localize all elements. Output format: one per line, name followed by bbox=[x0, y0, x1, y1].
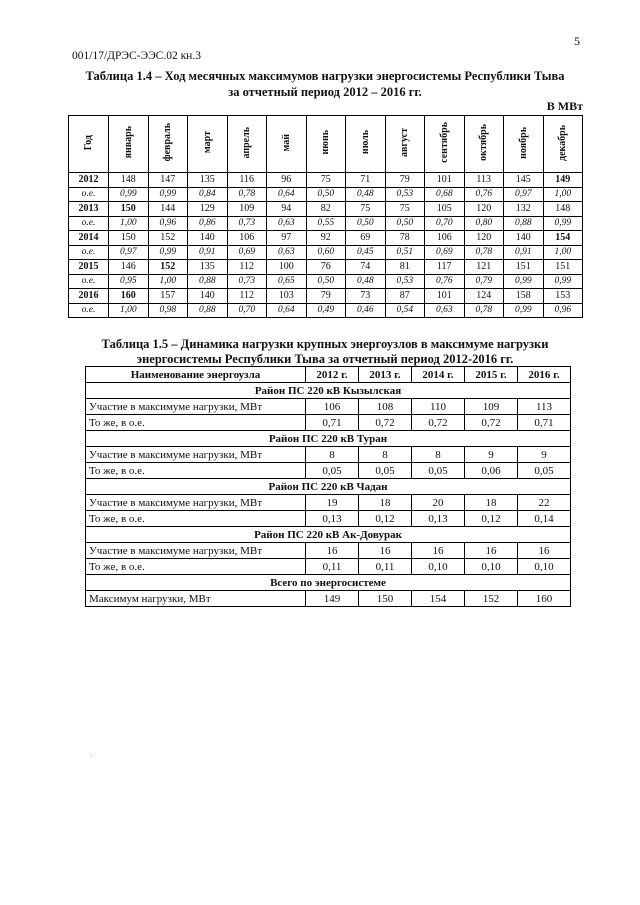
table-1-4-value-cell: 0,78 bbox=[464, 245, 504, 260]
table-1-4-value-cell: 0,84 bbox=[188, 187, 228, 202]
table-1-5-row-label: То же, в о.е. bbox=[86, 463, 306, 479]
table-1-4-year-cell: 2014 bbox=[69, 231, 109, 246]
table-1-4-body bbox=[69, 173, 583, 318]
table-row bbox=[86, 543, 571, 559]
table-1-4-value-cell: 120 bbox=[464, 231, 504, 246]
table-1-4-value-cell: 1,00 bbox=[148, 274, 188, 289]
table-1-5-title-line1: Таблица 1.5 – Динамика нагрузки крупных энергоузлов в максимуме нагрузки bbox=[101, 337, 549, 351]
table-1-4-value-cell: 0,88 bbox=[188, 274, 228, 289]
table-1-4-value-cell: 150 bbox=[109, 202, 149, 217]
table-1-5-value-cell: 0,10 bbox=[465, 559, 518, 575]
table-1-4-value-cell: 106 bbox=[227, 231, 267, 246]
table-1-4-value-cell: 132 bbox=[504, 202, 544, 217]
table-1-4-value-cell: 148 bbox=[543, 202, 583, 217]
table-1-4-value-cell: 96 bbox=[267, 173, 307, 188]
table-1-5-row-label: То же, в о.е. bbox=[86, 415, 306, 431]
page-mark: . bbox=[90, 748, 93, 758]
table-1-5-value-cell: 0,71 bbox=[306, 415, 359, 431]
table-1-4-value-cell: 0,50 bbox=[385, 216, 425, 231]
table-1-4-value-cell: 0,64 bbox=[267, 303, 307, 318]
table-1-4-value-cell: 0,97 bbox=[504, 187, 544, 202]
table-1-5-section-row bbox=[86, 479, 571, 495]
table-1-5-value-cell: 0,11 bbox=[359, 559, 412, 575]
table-1-5-header-cell: Наименование энергоузла bbox=[86, 367, 306, 383]
table-1-4-value-cell: 145 bbox=[504, 173, 544, 188]
table-1-5-value-cell: 0,12 bbox=[359, 511, 412, 527]
table-1-4-header-cell bbox=[464, 116, 504, 173]
table-1-4-title bbox=[60, 68, 590, 100]
table-1-4-header-label: декабрь bbox=[557, 124, 569, 161]
table-1-4-value-cell: 75 bbox=[346, 202, 386, 217]
table-1-5-value-cell: 160 bbox=[518, 591, 571, 607]
table-1-4-header-cell bbox=[227, 116, 267, 173]
table-1-5-title-line2: энергосистемы Республики Тыва за отчетный период 2012-2016 гг. bbox=[136, 352, 514, 366]
table-1-4-value-cell: 158 bbox=[504, 289, 544, 304]
table-1-5-value-cell: 20 bbox=[412, 495, 465, 511]
table-1-4-header-label: май bbox=[280, 133, 292, 152]
table-1-4-value-cell: 148 bbox=[109, 173, 149, 188]
table-1-4-value-cell: 0,50 bbox=[346, 216, 386, 231]
table-1-4-value-cell: 0,69 bbox=[425, 245, 465, 260]
table-1-4-value-cell: 0,60 bbox=[306, 245, 346, 260]
table-1-4-value-cell: 0,53 bbox=[385, 274, 425, 289]
table-1-4-value-cell: 152 bbox=[148, 260, 188, 275]
table-1-4-value-cell: 69 bbox=[346, 231, 386, 246]
table-1-4-header-cell bbox=[425, 116, 465, 173]
table-1-5-section-title: Район ПС 220 кВ Туран bbox=[86, 431, 571, 447]
table-1-4-value-cell: 0,64 bbox=[267, 187, 307, 202]
table-1-5-value-cell: 150 bbox=[359, 591, 412, 607]
table-1-4-value-cell: 0,86 bbox=[188, 216, 228, 231]
table-1-4-header-label: сентябрь bbox=[438, 122, 450, 163]
table-1-5-row-label: Участие в максимуме нагрузки, МВт bbox=[86, 399, 306, 415]
table-1-4-value-cell: 0,76 bbox=[425, 274, 465, 289]
table-1-5-value-cell: 149 bbox=[306, 591, 359, 607]
table-1-4-value-cell: 160 bbox=[109, 289, 149, 304]
table-1-4-header-cell bbox=[346, 116, 386, 173]
table-1-4-value-cell: 82 bbox=[306, 202, 346, 217]
table-1-4-value-cell: 157 bbox=[148, 289, 188, 304]
table-1-5-value-cell: 113 bbox=[518, 399, 571, 415]
table-1-4-value-cell: 0,91 bbox=[504, 245, 544, 260]
table-1-4-value-cell: 151 bbox=[504, 260, 544, 275]
table-1-5-value-cell: 18 bbox=[465, 495, 518, 511]
table-row bbox=[86, 415, 571, 431]
table-1-4-value-cell: 0,99 bbox=[148, 187, 188, 202]
table-1-5-section-row bbox=[86, 575, 571, 591]
table-1-4-value-cell: 140 bbox=[504, 231, 544, 246]
table-1-4-header-cell bbox=[504, 116, 544, 173]
table-row bbox=[86, 399, 571, 415]
table-1-4-value-cell: 0,96 bbox=[543, 303, 583, 318]
table-1-5-row-label: Максимум нагрузки, МВт bbox=[86, 591, 306, 607]
table-1-4-value-cell: 0,97 bbox=[109, 245, 149, 260]
table-1-4-header-label: август bbox=[399, 128, 411, 157]
table-1-4-value-cell: 0,99 bbox=[543, 216, 583, 231]
table-1-5-value-cell: 19 bbox=[306, 495, 359, 511]
table-1-5-value-cell: 8 bbox=[412, 447, 465, 463]
table-1-5-value-cell: 16 bbox=[306, 543, 359, 559]
table-1-4-value-cell: 0,68 bbox=[425, 187, 465, 202]
table-1-4-title-line2: за отчетный период 2012 – 2016 гг. bbox=[228, 85, 422, 99]
table-1-4-header-cell bbox=[188, 116, 228, 173]
table-row bbox=[86, 591, 571, 607]
table-1-4-value-cell: 0,99 bbox=[148, 245, 188, 260]
table-1-4-value-cell: 0,80 bbox=[464, 216, 504, 231]
table-1-4-value-cell: 106 bbox=[425, 231, 465, 246]
table-1-4-year-cell: 2015 bbox=[69, 260, 109, 275]
table-1-4-title-line1: Таблица 1.4 – Ход месячных максимумов нагрузки энергосистемы Республики Тыва bbox=[85, 69, 565, 83]
table-1-4-value-cell: 0,53 bbox=[385, 187, 425, 202]
table-1-4-value-cell: 71 bbox=[346, 173, 386, 188]
table-1-5-header-cell: 2015 г. bbox=[465, 367, 518, 383]
table-1-5-value-cell: 0,72 bbox=[359, 415, 412, 431]
table-1-4-value-cell: 0,50 bbox=[306, 274, 346, 289]
table-1-5-section-title: Район ПС 220 кВ Кызылская bbox=[86, 383, 571, 399]
table-1-4-unit: В МВт bbox=[546, 99, 583, 113]
table-1-4-value-cell: 103 bbox=[267, 289, 307, 304]
table-1-4-value-cell: 75 bbox=[306, 173, 346, 188]
table-1-4-value-cell: 92 bbox=[306, 231, 346, 246]
table-1-4-header-label: июль bbox=[359, 130, 371, 155]
table-1-5-value-cell: 9 bbox=[518, 447, 571, 463]
table-1-5-value-cell: 0,13 bbox=[306, 511, 359, 527]
table-1-5-value-cell: 0,06 bbox=[465, 463, 518, 479]
table-1-4-value-cell: 0,88 bbox=[504, 216, 544, 231]
table-1-4-value-cell: 87 bbox=[385, 289, 425, 304]
table-1-4-header-label: октябрь bbox=[478, 124, 490, 161]
table-1-5-value-cell: 0,13 bbox=[412, 511, 465, 527]
table-1-5-value-cell: 0,10 bbox=[412, 559, 465, 575]
table-1-4-value-cell: 117 bbox=[425, 260, 465, 275]
table-1-5-section-title: Район ПС 220 кВ Чадан bbox=[86, 479, 571, 495]
table-1-4-value-cell: 74 bbox=[346, 260, 386, 275]
table-1-5-value-cell: 22 bbox=[518, 495, 571, 511]
table-1-4-value-cell: 140 bbox=[188, 289, 228, 304]
table-1-4-value-cell: 0,46 bbox=[346, 303, 386, 318]
table-1-4-value-cell: 78 bbox=[385, 231, 425, 246]
table-row bbox=[69, 245, 583, 260]
table-1-4-year-cell: о.е. bbox=[69, 245, 109, 260]
table-1-4-value-cell: 0,50 bbox=[306, 187, 346, 202]
table-1-4-value-cell: 140 bbox=[188, 231, 228, 246]
table-1-5-value-cell: 110 bbox=[412, 399, 465, 415]
table-1-4-year-cell: о.е. bbox=[69, 303, 109, 318]
table-1-4-value-cell: 0,95 bbox=[109, 274, 149, 289]
table-1-5-row-label: Участие в максимуме нагрузки, МВт bbox=[86, 495, 306, 511]
table-1-5-header-cell: 2014 г. bbox=[412, 367, 465, 383]
table-row bbox=[69, 173, 583, 188]
table-1-5-value-cell: 18 bbox=[359, 495, 412, 511]
table-1-5-value-cell: 0,05 bbox=[306, 463, 359, 479]
table-row bbox=[86, 447, 571, 463]
table-1-5-header-cell: 2016 г. bbox=[518, 367, 571, 383]
table-1-4-header-label: Год bbox=[83, 134, 94, 151]
table-1-4-value-cell: 0,48 bbox=[346, 274, 386, 289]
table-1-4-year-cell: о.е. bbox=[69, 274, 109, 289]
table-1-4-value-cell: 124 bbox=[464, 289, 504, 304]
table-1-4-value-cell: 0,63 bbox=[267, 245, 307, 260]
table-1-4-value-cell: 147 bbox=[148, 173, 188, 188]
table-row bbox=[86, 495, 571, 511]
table-1-4-value-cell: 0,63 bbox=[267, 216, 307, 231]
table-1-4-value-cell: 135 bbox=[188, 173, 228, 188]
table-1-5-value-cell: 8 bbox=[306, 447, 359, 463]
table-1-4-value-cell: 0,79 bbox=[464, 274, 504, 289]
table-1-5-value-cell: 154 bbox=[412, 591, 465, 607]
table-1-4-value-cell: 94 bbox=[267, 202, 307, 217]
table-1-5-value-cell: 106 bbox=[306, 399, 359, 415]
table-1-5-value-cell: 16 bbox=[359, 543, 412, 559]
table-1-4-header-label: февраль bbox=[162, 123, 174, 162]
table-1-4-year-cell: 2012 bbox=[69, 173, 109, 188]
table-row bbox=[69, 216, 583, 231]
table-1-5-header-cell: 2013 г. bbox=[359, 367, 412, 383]
table-1-5-section-row bbox=[86, 527, 571, 543]
table-1-4-value-cell: 73 bbox=[346, 289, 386, 304]
table-1-5-value-cell: 16 bbox=[465, 543, 518, 559]
table-1-4-value-cell: 0,78 bbox=[464, 303, 504, 318]
table-1-4-header-label: январь bbox=[122, 126, 134, 159]
table-1-4-value-cell: 0,49 bbox=[306, 303, 346, 318]
table-row bbox=[86, 511, 571, 527]
table-1-4-header-cell bbox=[148, 116, 188, 173]
table-1-4-value-cell: 112 bbox=[227, 289, 267, 304]
table-1-4-value-cell: 0,91 bbox=[188, 245, 228, 260]
table-1-4-header-cell bbox=[543, 116, 583, 173]
table-1-4-year-cell: 2016 bbox=[69, 289, 109, 304]
table-1-4 bbox=[68, 115, 583, 318]
table-1-5-value-cell: 0,05 bbox=[359, 463, 412, 479]
table-1-5-value-cell: 0,05 bbox=[518, 463, 571, 479]
table-row bbox=[69, 260, 583, 275]
table-1-5-row-label: Участие в максимуме нагрузки, МВт bbox=[86, 447, 306, 463]
table-1-4-value-cell: 0,55 bbox=[306, 216, 346, 231]
table-1-4-value-cell: 1,00 bbox=[109, 303, 149, 318]
table-row bbox=[69, 274, 583, 289]
table-1-4-value-cell: 154 bbox=[543, 231, 583, 246]
table-1-5-header-row bbox=[86, 367, 571, 383]
table-1-4-value-cell: 0,65 bbox=[267, 274, 307, 289]
table-1-4-value-cell: 0,70 bbox=[425, 216, 465, 231]
table-row bbox=[86, 463, 571, 479]
table-row bbox=[69, 187, 583, 202]
table-1-5 bbox=[85, 366, 571, 607]
table-1-4-header-label: июнь bbox=[320, 130, 332, 155]
table-1-4-value-cell: 0,96 bbox=[148, 216, 188, 231]
table-1-5-value-cell: 0,72 bbox=[412, 415, 465, 431]
table-1-4-value-cell: 0,76 bbox=[464, 187, 504, 202]
table-1-4-year-cell: 2013 bbox=[69, 202, 109, 217]
table-1-4-value-cell: 1,00 bbox=[109, 216, 149, 231]
table-1-4-value-cell: 150 bbox=[109, 231, 149, 246]
table-1-4-value-cell: 0,99 bbox=[504, 274, 544, 289]
table-1-4-value-cell: 105 bbox=[425, 202, 465, 217]
table-1-4-value-cell: 0,63 bbox=[425, 303, 465, 318]
table-1-4-value-cell: 0,48 bbox=[346, 187, 386, 202]
table-1-4-value-cell: 0,70 bbox=[227, 303, 267, 318]
table-1-5-value-cell: 108 bbox=[359, 399, 412, 415]
table-1-5-value-cell: 0,12 bbox=[465, 511, 518, 527]
table-1-4-value-cell: 135 bbox=[188, 260, 228, 275]
table-1-5-row-label: То же, в о.е. bbox=[86, 559, 306, 575]
table-1-5-value-cell: 152 bbox=[465, 591, 518, 607]
table-1-4-value-cell: 101 bbox=[425, 289, 465, 304]
table-row bbox=[69, 231, 583, 246]
table-1-4-value-cell: 129 bbox=[188, 202, 228, 217]
table-1-4-header-label: апрель bbox=[241, 126, 253, 159]
table-1-4-value-cell: 100 bbox=[267, 260, 307, 275]
table-1-4-value-cell: 0,78 bbox=[227, 187, 267, 202]
table-1-4-value-cell: 81 bbox=[385, 260, 425, 275]
table-1-4-header-cell bbox=[385, 116, 425, 173]
table-1-4-value-cell: 149 bbox=[543, 173, 583, 188]
table-1-5-body bbox=[86, 383, 571, 607]
document-code: 001/17/ДРЭС-ЭЭС.02 кн.3 bbox=[72, 50, 201, 62]
table-1-4-header-cell bbox=[306, 116, 346, 173]
table-1-4-value-cell: 79 bbox=[385, 173, 425, 188]
table-1-4-value-cell: 109 bbox=[227, 202, 267, 217]
table-1-5-row-label: То же, в о.е. bbox=[86, 511, 306, 527]
table-1-5-value-cell: 0,05 bbox=[412, 463, 465, 479]
table-1-4-value-cell: 116 bbox=[227, 173, 267, 188]
table-1-5-value-cell: 0,14 bbox=[518, 511, 571, 527]
table-1-5-value-cell: 0,71 bbox=[518, 415, 571, 431]
table-1-5-value-cell: 0,10 bbox=[518, 559, 571, 575]
table-1-4-header-cell bbox=[267, 116, 307, 173]
table-1-4-header-row bbox=[69, 116, 583, 173]
table-1-4-value-cell: 113 bbox=[464, 173, 504, 188]
table-1-5-value-cell: 0,72 bbox=[465, 415, 518, 431]
table-1-4-value-cell: 153 bbox=[543, 289, 583, 304]
table-1-4-value-cell: 0,45 bbox=[346, 245, 386, 260]
table-1-5-value-cell: 109 bbox=[465, 399, 518, 415]
table-1-4-year-cell: о.е. bbox=[69, 187, 109, 202]
table-1-5-section-row bbox=[86, 431, 571, 447]
table-1-5-value-cell: 16 bbox=[412, 543, 465, 559]
table-1-5-title bbox=[60, 337, 590, 367]
table-row bbox=[69, 202, 583, 217]
table-1-4-value-cell: 120 bbox=[464, 202, 504, 217]
table-1-4-value-cell: 144 bbox=[148, 202, 188, 217]
table-1-4-value-cell: 76 bbox=[306, 260, 346, 275]
table-1-5-header-cell: 2012 г. bbox=[306, 367, 359, 383]
table-1-4-value-cell: 0,99 bbox=[543, 274, 583, 289]
table-1-5-value-cell: 9 bbox=[465, 447, 518, 463]
table-1-4-value-cell: 151 bbox=[543, 260, 583, 275]
table-1-4-header-cell bbox=[69, 116, 109, 173]
table-1-4-value-cell: 75 bbox=[385, 202, 425, 217]
table-1-4-year-cell: о.е. bbox=[69, 216, 109, 231]
table-row bbox=[86, 559, 571, 575]
table-1-4-value-cell: 0,54 bbox=[385, 303, 425, 318]
table-1-5-value-cell: 16 bbox=[518, 543, 571, 559]
table-1-4-value-cell: 1,00 bbox=[543, 187, 583, 202]
table-1-4-value-cell: 1,00 bbox=[543, 245, 583, 260]
table-1-5-section-title: Всего по энергосистеме bbox=[86, 575, 571, 591]
table-1-4-value-cell: 112 bbox=[227, 260, 267, 275]
table-1-4-value-cell: 0,69 bbox=[227, 245, 267, 260]
table-1-4-value-cell: 0,73 bbox=[227, 274, 267, 289]
table-1-4-value-cell: 0,88 bbox=[188, 303, 228, 318]
table-1-4-value-cell: 0,51 bbox=[385, 245, 425, 260]
table-1-4-value-cell: 97 bbox=[267, 231, 307, 246]
table-1-4-value-cell: 121 bbox=[464, 260, 504, 275]
table-1-4-value-cell: 0,98 bbox=[148, 303, 188, 318]
table-1-4-header-label: ноябрь bbox=[517, 126, 529, 159]
table-row bbox=[69, 303, 583, 318]
table-1-4-value-cell: 101 bbox=[425, 173, 465, 188]
table-row bbox=[69, 289, 583, 304]
table-1-4-header-label: март bbox=[201, 131, 213, 154]
table-1-4-value-cell: 0,73 bbox=[227, 216, 267, 231]
table-1-4-value-cell: 79 bbox=[306, 289, 346, 304]
table-1-5-value-cell: 8 bbox=[359, 447, 412, 463]
page-number: 5 bbox=[574, 34, 580, 48]
table-1-5-section-row bbox=[86, 383, 571, 399]
table-1-4-value-cell: 146 bbox=[109, 260, 149, 275]
table-1-4-header-cell bbox=[109, 116, 149, 173]
table-1-5-value-cell: 0,11 bbox=[306, 559, 359, 575]
table-1-4-value-cell: 152 bbox=[148, 231, 188, 246]
table-1-5-section-title: Район ПС 220 кВ Ак-Довурак bbox=[86, 527, 571, 543]
table-1-5-row-label: Участие в максимуме нагрузки, МВт bbox=[86, 543, 306, 559]
table-1-4-value-cell: 0,99 bbox=[109, 187, 149, 202]
table-1-4-value-cell: 0,99 bbox=[504, 303, 544, 318]
